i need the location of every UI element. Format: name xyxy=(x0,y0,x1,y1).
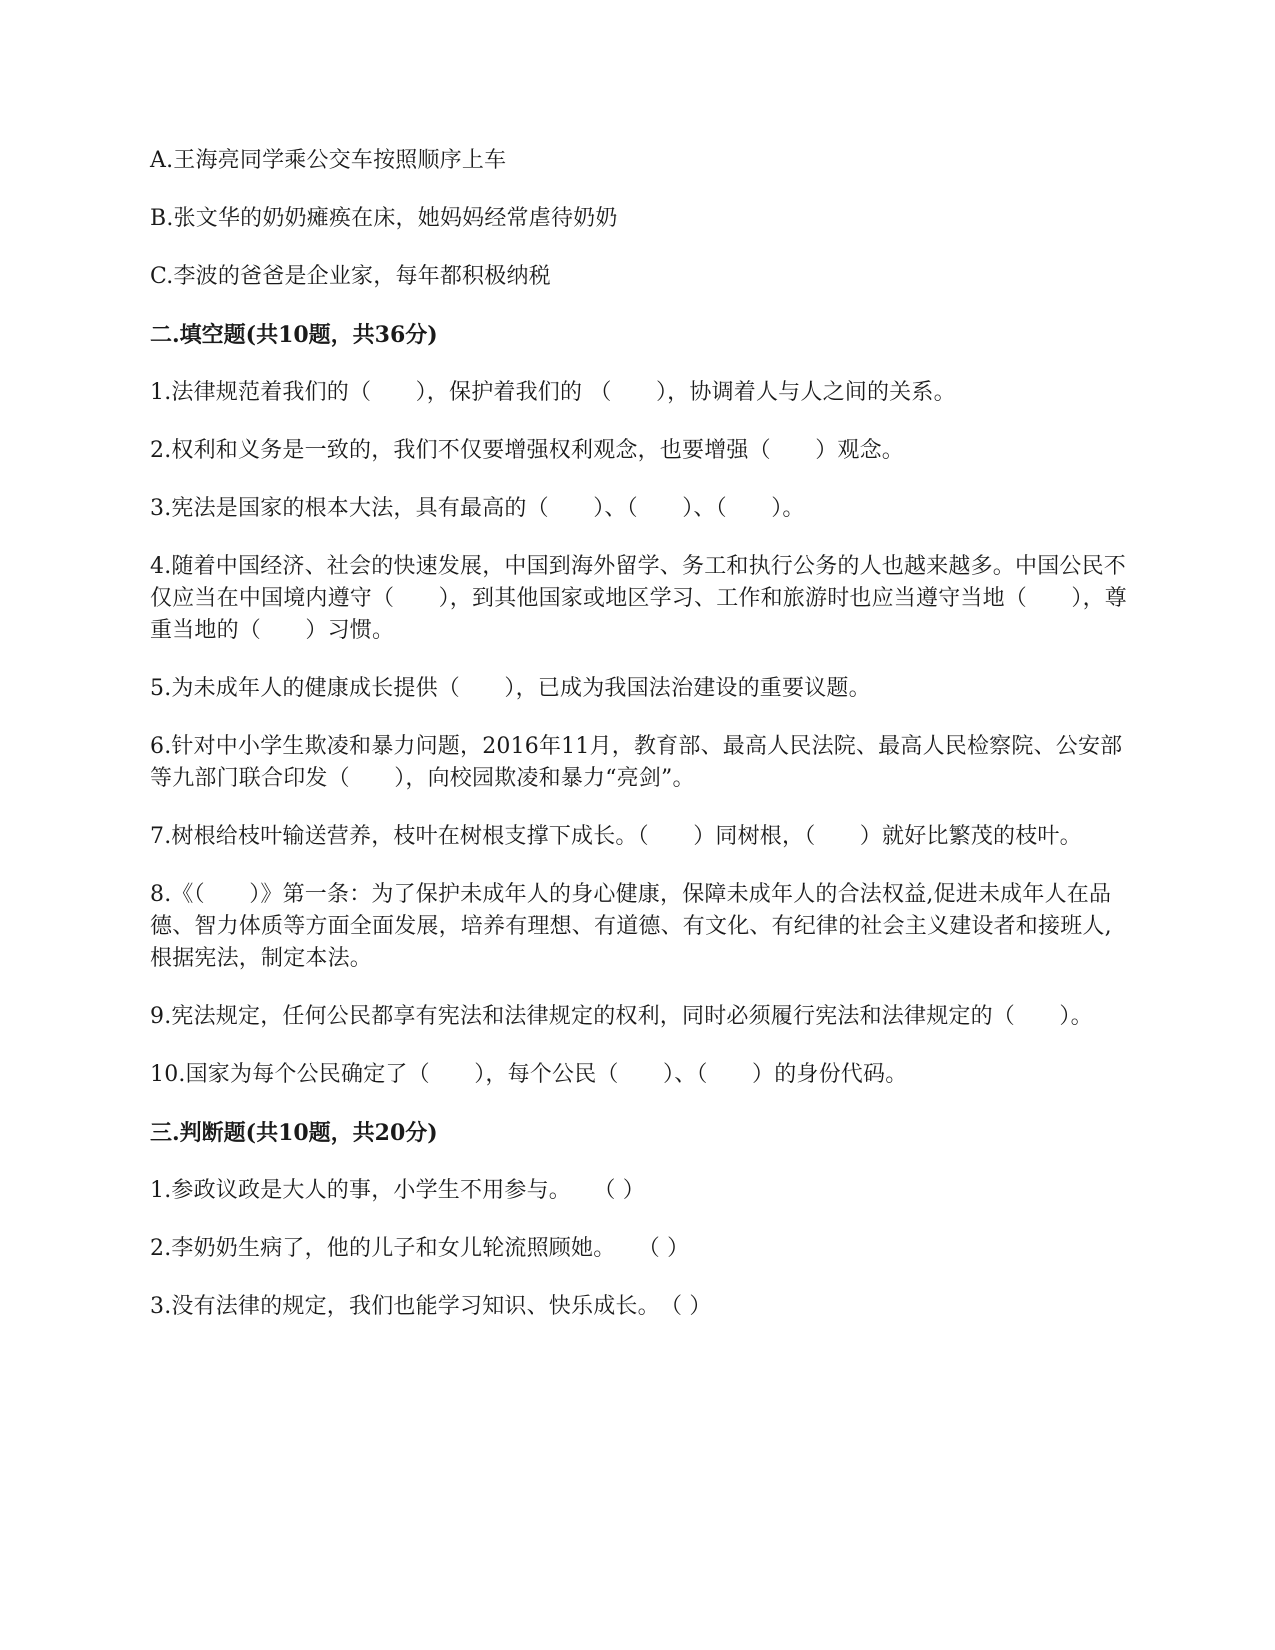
fill-question-7: 7.树根给枝叶输送营养，枝叶在树根支撑下成长。（ ）同树根，（ ）就好比繁茂的枝叶。 xyxy=(150,824,1082,849)
judge-heading: 三.判断题(共10题，共20分) xyxy=(150,1120,438,1146)
judge-section xyxy=(150,1117,1130,1323)
fill-in-section xyxy=(150,319,1130,1091)
fill-question-2: 2.权利和义务是一致的，我们不仅要增强权利观念，也要增强（ ）观念。 xyxy=(150,438,904,463)
option-c: C.李波的爸爸是企业家，每年都积极纳税 xyxy=(150,264,551,289)
fill-question-6: 6.针对中小学生欺凌和暴力问题，2016年11月，教育部、最高人民法院、最高人民检察院、公安部等九部门联合印发（ ），向校园欺凌和暴力“亮剑”。 xyxy=(150,734,1123,791)
fill-in-heading: 二.填空题(共10题，共36分) xyxy=(150,322,438,348)
option-a: A.王海亮同学乘公交车按照顺序上车 xyxy=(150,148,507,173)
judge-question-1: 1.参政议政是大人的事，小学生不用参与。 （ ） xyxy=(150,1178,645,1203)
document-page xyxy=(150,145,1130,1349)
fill-question-4: 4.随着中国经济、社会的快速发展，中国到海外留学、务工和执行公务的人也越来越多。中国公民不仅应当在中国境内遵守（ ），到其他国家或地区学习、工作和旅游时也应当遵守当地（ ），尊重当地的（ ）习惯。 xyxy=(150,554,1128,643)
fill-question-9: 9.宪法规定，任何公民都享有宪法和法律规定的权利，同时必须履行宪法和法律规定的（ ）。 xyxy=(150,1004,1093,1029)
fill-question-8: 8.《（ ）》第一条：为了保护未成年人的身心健康，保障未成年人的合法权益,促进未成年人在品德、智力体质等方面全面发展，培养有理想、有道德、有文化、有纪律的社会主义建设者和接班人,根据宪法，制定本法。 xyxy=(150,882,1112,971)
fill-question-5: 5.为未成年人的健康成长提供（ ），已成为我国法治建设的重要议题。 xyxy=(150,676,871,701)
choice-options xyxy=(150,145,1130,293)
option-b: B.张文华的奶奶瘫痪在床，她妈妈经常虐待奶奶 xyxy=(150,206,618,231)
judge-question-3: 3.没有法律的规定，我们也能学习知识、快乐成长。 （ ） xyxy=(150,1294,712,1319)
fill-question-3: 3.宪法是国家的根本大法，具有最高的（ ）、（ ）、（ ）。 xyxy=(150,496,805,521)
fill-question-1: 1.法律规范着我们的（ ），保护着我们的 （ ），协调着人与人之间的关系。 xyxy=(150,380,956,405)
judge-question-2: 2.李奶奶生病了，他的儿子和女儿轮流照顾她。 （ ） xyxy=(150,1236,690,1261)
fill-question-10: 10.国家为每个公民确定了（ ），每个公民（ ）、（ ）的身份代码。 xyxy=(150,1062,908,1087)
